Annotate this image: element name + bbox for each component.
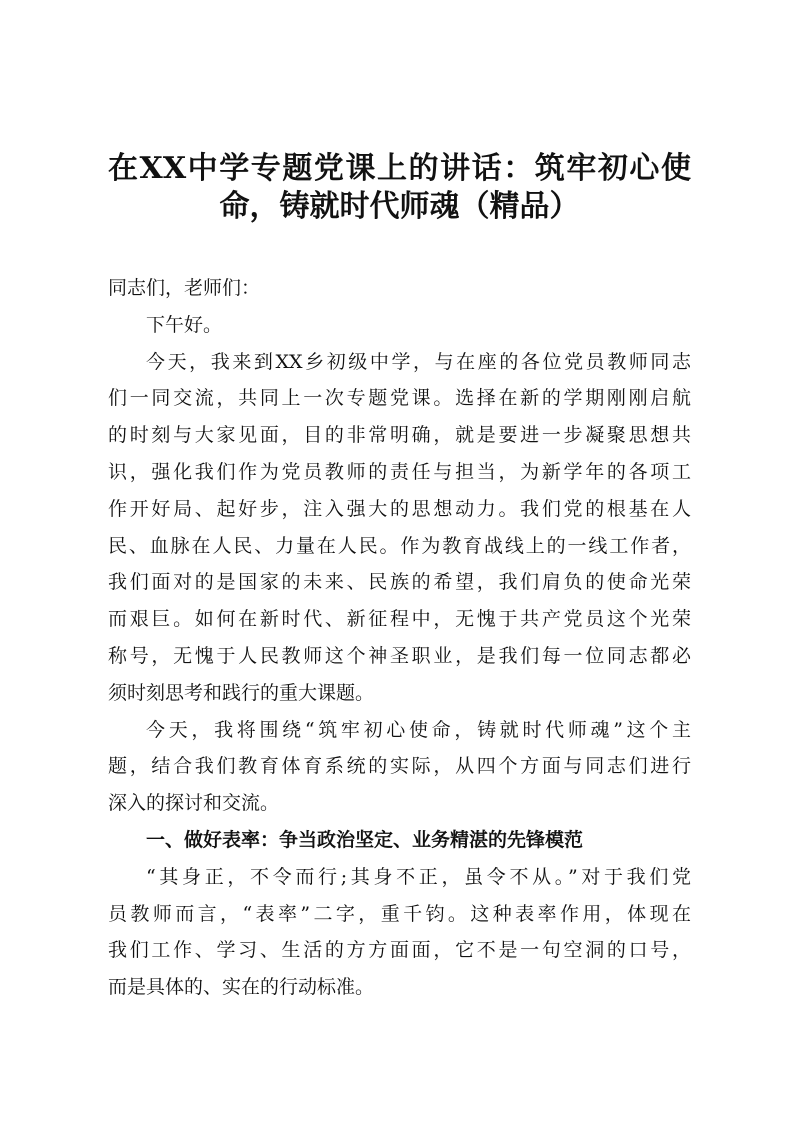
body-text-line: 今天，我来到XX乡初级中学，与在座的各位党员教师同志	[146, 350, 691, 373]
body-text-line: 称号，无愧于人民教师这个神圣职业，是我们每一位同志都必	[108, 644, 691, 667]
body-text-line: 员教师而言，“表率”二字，重千钧。这种表率作用，体现在	[108, 902, 691, 925]
body-text-line: 须时刻思考和践行的重大课题。	[108, 681, 375, 704]
body-text-line: 而是具体的、实在的行动标准。	[108, 976, 375, 999]
body-text-line: “其身正，不令而行;其身不正，虽令不从。”对于我们党	[146, 865, 691, 888]
body-text-line: 下午好。	[146, 313, 223, 336]
document-title	[108, 150, 691, 226]
body-text-line: 识，强化我们作为党员教师的责任与担当，为新学年的各项工	[108, 460, 691, 483]
body-text-line: 的时刻与大家见面，目的非常明确，就是要进一步凝聚思想共	[108, 424, 691, 447]
body-text-line: 民、血脉在人民、力量在人民。作为教育战线上的一线工作者，	[108, 534, 691, 557]
title-line-1: 在XX中学专题党课上的讲话：筑牢初心使	[108, 151, 691, 186]
body-text-line: 我们面对的是国家的未来、民族的希望，我们肩负的使命光荣	[108, 571, 691, 594]
body-text-line: 题，结合我们教育体育系统的实际，从四个方面与同志们进行	[108, 755, 691, 778]
body-text-line: 深入的探讨和交流。	[108, 792, 280, 815]
body-text-line: 们一同交流，共同上一次专题党课。选择在新的学期刚刚启航	[108, 387, 691, 410]
title-line-2: 命，铸就时代师魂（精品）	[219, 189, 580, 224]
document-body	[108, 270, 691, 1006]
body-text-line: 同志们，老师们：	[108, 277, 261, 299]
body-text-line: 今天，我将围绕“筑牢初心使命，铸就时代师魂”这个主	[146, 718, 691, 741]
body-text-line: 作开好局、起好步，注入强大的思想动力。我们党的根基在人	[108, 497, 691, 520]
body-text-line: 而艰巨。如何在新时代、新征程中，无愧于共产党员这个光荣	[108, 608, 691, 631]
body-text-line: 我们工作、学习、生活的方方面面，它不是一句空洞的口号，	[108, 939, 691, 962]
section-heading: 一、做好表率：争当政治坚定、业务精湛的先锋模范	[146, 828, 584, 851]
